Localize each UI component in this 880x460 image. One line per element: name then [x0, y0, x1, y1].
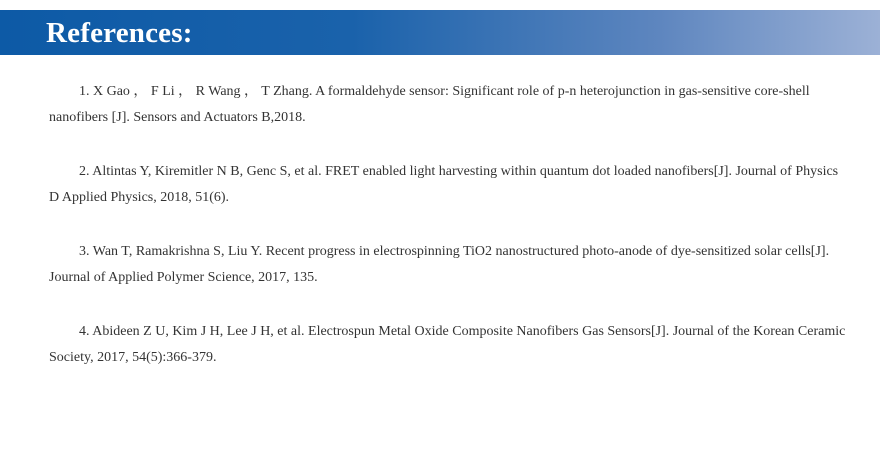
reference-item-1: 1. X Gao ， F Li ， R Wang ， T Zhang. A formaldehyde sensor: Significant role of p-n heterojunction in gas-sensitive core-shell nanofibers [J]. Sensors and Actuators B,2018.: [49, 84, 810, 125]
reference-item-2: 2. Altintas Y, Kiremitler N B, Genc S, et al. FRET enabled light harvesting within quantum dot loaded nanofibers[J]. Journal of Physics D Applied Physics, 2018, 51(6).: [49, 164, 839, 205]
reference-list: [49, 79, 849, 399]
reference-item-4: 4. Abideen Z U, Kim J H, Lee J H, et al. Electrospun Metal Oxide Composite Nanofibers Gas Sensors[J]. Journal of the Korean Ceramic Society, 2017, 54(5):366-379.: [49, 324, 846, 365]
reference-item-3: 3. Wan T, Ramakrishna S, Liu Y. Recent progress in electrospinning TiO2 nanostructured photo-anode of dye-sensitized solar cells[J]. Journal of Applied Polymer Science, 2017, 135.: [49, 244, 830, 285]
references-header-bar: [0, 10, 880, 55]
page-title: References:: [46, 17, 193, 49]
